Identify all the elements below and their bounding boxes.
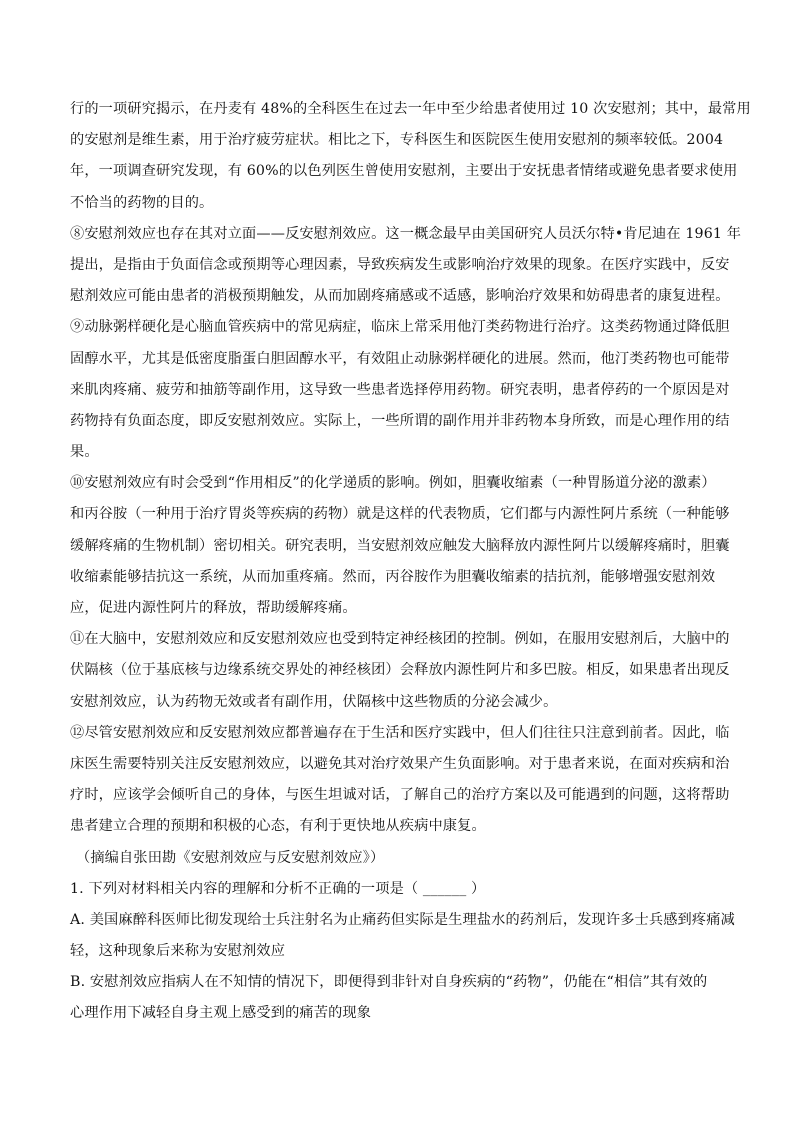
- option-line: 心理作用下减轻自身主观上感受到的痛苦的现象: [70, 1005, 372, 1022]
- text-line: 患者建立合理的预期和积极的心态，有利于更快地从疾病中康复。: [70, 818, 486, 835]
- paragraph-9: [70, 312, 730, 468]
- text-line: 安慰剂效应，认为药物无效或者有副作用，伏隔核中这些物质的分泌会减少。: [70, 693, 558, 710]
- text-line: 床医生需要特别关注反安慰剂效应，以避免其对治疗效果产生负面影响。对于患者来说，在面对疾病和治: [70, 755, 730, 772]
- text-line: 果。: [70, 444, 99, 461]
- paragraph-11: [70, 624, 730, 718]
- document-page: [70, 94, 751, 1030]
- text-line: 伏隔核（位于基底核与边缘系统交界处的神经核团）会释放内源性阿片和多巴胺。相反，如果患者出现反: [70, 662, 730, 679]
- text-line: 不恰当的药物的目的。: [70, 194, 214, 211]
- text-line: 缓解疼痛的生物机制）密切相关。研究表明，当安慰剂效应触发大脑释放内源性阿片以缓解疼痛时，胆囊: [70, 537, 730, 554]
- option-line: A. 美国麻醉科医师比彻发现给士兵注射名为止痛药但实际是生理盐水的药剂后，发现许多士兵感到疼痛减: [70, 911, 735, 928]
- option-b: [70, 967, 724, 1029]
- question-stem: 1. 下列对材料相关内容的理解和分析不正确的一项是（ ______ ）: [70, 880, 486, 897]
- text-line: ⑨动脉粥样硬化是心脑血管疾病中的常见病症，临床上常采用他汀类药物进行治疗。这类药物通过降低胆: [70, 319, 730, 336]
- option-line: B. 安慰剂效应指病人在不知情的情况下，即便得到非针对自身疾病的“药物”，仍能在“相信”其有效的: [70, 974, 708, 991]
- question-1: [70, 874, 735, 1030]
- text-line: 和丙谷胺（一种用于治疗胃炎等疾病的药物）就是这样的代表物质，它们都与内源性阿片系统（一种能够: [70, 506, 730, 523]
- text-line: ⑩安慰剂效应有时会受到“作用相反”的化学递质的影响。例如，胆囊收缩素（一种胃肠道分泌的激素）: [70, 475, 716, 492]
- text-line: 提出，是指由于负面信念或预期等心理因素，导致疾病发生或影响治疗效果的现象。在医疗实践中，反安: [70, 256, 730, 273]
- paragraph-7-continued: [70, 94, 751, 219]
- text-line: 慰剂效应可能由患者的消极预期触发，从而加剧疼痛感或不适感，影响治疗效果和妨碍患者的康复进程。: [70, 288, 730, 305]
- text-line: 疗时，应该学会倾听自己的身体，与医生坦诚对话，了解自己的治疗方案以及可能遇到的问题，这将帮助: [70, 787, 730, 804]
- text-line: 药物持有负面态度，即反安慰剂效应。实际上，一些所谓的副作用并非药物本身所致，而是心理作用的结: [70, 412, 730, 429]
- text-line: 应，促进内源性阿片的释放，帮助缓解疼痛。: [70, 600, 357, 616]
- option-a: [70, 905, 735, 967]
- text-line: ⑫尽管安慰剂效应和反安慰剂效应都普遍存在于生活和医疗实践中，但人们往往只注意到前者。因此，临: [70, 724, 730, 741]
- text-line: ⑪在大脑中，安慰剂效应和反安慰剂效应也受到特定神经核团的控制。例如，在服用安慰剂后，大脑中的: [70, 631, 730, 648]
- text-line: ⑧安慰剂效应也存在其对立面——反安慰剂效应。这一概念最早由美国研究人员沃尔特•肯尼迪在 1961 年: [70, 225, 742, 242]
- source-citation: （摘编自张田勘《安慰剂效应与反安慰剂效应》）: [76, 849, 385, 866]
- paragraph-12: [70, 718, 730, 843]
- text-line: 年，一项调查研究发现，有 60%的以色列医生曾使用安慰剂，主要出于安抚患者情绪或避免患者要求使用: [70, 163, 738, 180]
- paragraph-8: [70, 219, 742, 313]
- text-line: 行的一项研究揭示，在丹麦有 48%的全科医生在过去一年中至少给患者使用过 10 次安慰剂；其中，最常用: [70, 101, 751, 117]
- option-line: 轻，这种现象后来称为安慰剂效应: [70, 943, 286, 960]
- text-line: 收缩素能够拮抗这一系统，从而加重疼痛。然而，丙谷胺作为胆囊收缩素的拮抗剂，能够增强安慰剂效: [70, 568, 716, 585]
- text-line: 固醇水平，尤其是低密度脂蛋白胆固醇水平，有效阻止动脉粥样硬化的进展。然而，他汀类药物也可能带: [70, 350, 730, 367]
- text-line: 的安慰剂是维生素，用于治疗疲劳症状。相比之下，专科医生和医院医生使用安慰剂的频率较低。2004: [70, 132, 724, 149]
- text-line: 来肌肉疼痛、疲劳和抽筋等副作用，这导致一些患者选择停用药物。研究表明，患者停药的一个原因是对: [70, 381, 730, 398]
- paragraph-10: [70, 468, 730, 624]
